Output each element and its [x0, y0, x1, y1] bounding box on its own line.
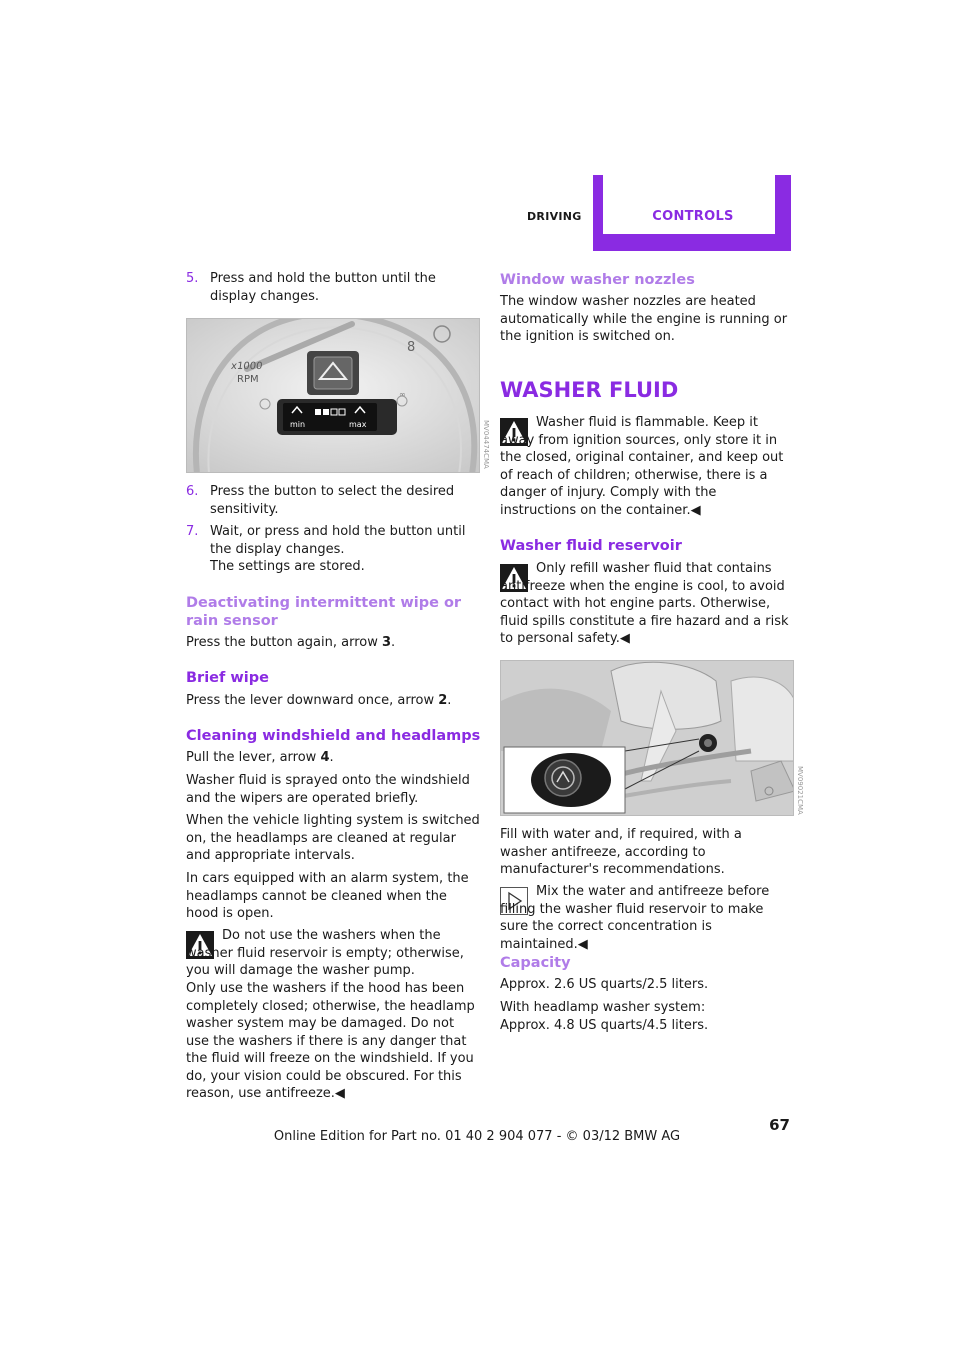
- arrow-number: 3: [381, 635, 392, 650]
- warning-flammable: Washer fluid is flammable. Keep it away from ignition sources, only store it in the closed, original container, and keep out of reach of children; otherwise, there is a danger of injury. Comply with the instructions on the container.◀: [500, 415, 784, 518]
- paragraph-capacity-1: Approx. 2.6 US quarts/2.5 liters.: [500, 977, 709, 992]
- warning-hood-closed: Only use the washers if the hood has been completely closed; otherwise, the headlamp washer system may be damaged. Do not use the washers if there is any danger that the fluid will freeze on the windshield. If you do, your vision could be obscured. For this reason, use antifreeze.◀: [186, 981, 475, 1101]
- rpm-label: RPM: [237, 374, 259, 385]
- reservoir-figure: [500, 660, 794, 816]
- figure-code: MV09021CMA: [796, 766, 804, 815]
- footer-edition: Online Edition for Part no. 01 40 2 904 077 - © 03/12 BMW AG: [273, 1129, 681, 1144]
- text: .: [329, 750, 334, 765]
- capacity-headlamp-label: With headlamp washer system:: [500, 1000, 706, 1015]
- section-title-washer-fluid: WASHER FLUID: [500, 378, 679, 402]
- text: .: [391, 635, 396, 650]
- paragraph-fill-instructions: Fill with water and, if required, with a washer antifreeze, according to manufacturer's recommendations.: [500, 827, 742, 877]
- step-text-result: The settings are stored.: [210, 559, 365, 574]
- step-text: [210, 523, 480, 576]
- figure-code: MV04474CMA: [482, 420, 490, 469]
- step-text: Press and hold the button until the display changes.: [210, 271, 436, 304]
- step-text: Press the button to select the desired sensitivity.: [210, 484, 455, 517]
- min-label: min: [290, 420, 306, 429]
- heading-reservoir: Washer fluid reservoir: [500, 538, 682, 554]
- header-section: DRIVING: [527, 210, 582, 223]
- paragraph-cleaning-4: In cars equipped with an alarm system, the headlamps cannot be cleaned when the hood is open.: [186, 871, 469, 921]
- heading-washer-nozzles: Window washer nozzles: [500, 272, 695, 288]
- text: Press the button again, arrow: [186, 635, 382, 650]
- paragraph-cleaning-2: Washer fluid is sprayed onto the windshield and the wipers are operated briefly.: [186, 773, 470, 806]
- step-number: 7.: [186, 524, 199, 539]
- text: .: [447, 693, 452, 708]
- heading-capacity: Capacity: [500, 955, 571, 971]
- text: Press the lever downward once, arrow: [186, 693, 439, 708]
- paragraph-brief-wipe: [186, 692, 480, 710]
- heading-brief-wipe: Brief wipe: [186, 670, 269, 686]
- paragraph-cleaning-3: When the vehicle lighting system is switched on, the headlamps are cleaned at regular and appropriate intervals.: [186, 813, 480, 863]
- svg-text:∞: ∞: [399, 390, 406, 399]
- paragraph-washer-nozzles: The window washer nozzles are heated automatically while the engine is running or the ignition is switched on.: [500, 294, 788, 344]
- step-6: [186, 483, 480, 517]
- paragraph-cleaning-1: [186, 749, 480, 767]
- warning-engine-cool: Only refill washer fluid that contains antifreeze when the engine is cool, to avoid contact with hot engine parts. Otherwise, fluid spills constitute a fire hazard and a risk to personal safety.◀: [500, 561, 789, 646]
- instrument-illustration: [187, 319, 480, 473]
- step-7: [186, 523, 480, 574]
- arrow-number: 4: [320, 750, 330, 765]
- header-tab-controls: CONTROLS: [652, 209, 734, 224]
- tip-mix-antifreeze: Mix the water and antifreeze before filling the washer fluid reservoir to make sure the correct concentration is maintained.◀: [500, 884, 770, 952]
- text: Pull the lever, arrow: [186, 750, 321, 765]
- step-text-main: Wait, or press and hold the button until the display changes.: [210, 524, 466, 557]
- heading-cleaning: Cleaning windshield and headlamps: [186, 728, 481, 744]
- paragraph-deactivating: [186, 634, 480, 652]
- header-tab-inner: [603, 175, 775, 234]
- page-number: 67: [769, 1116, 790, 1134]
- step-number: 5.: [186, 271, 199, 286]
- max-label: max: [349, 420, 367, 429]
- paragraph-capacity-2: [500, 999, 792, 1034]
- svg-text:8: 8: [407, 340, 416, 355]
- instrument-display-figure: [186, 318, 480, 473]
- step-5: [186, 270, 480, 304]
- rpm-label-multiplier: x1000: [230, 361, 264, 372]
- step-number: 6.: [186, 484, 199, 499]
- heading-deactivating: Deactivating intermittent wipe or rain sensor: [186, 595, 462, 629]
- arrow-number: 2: [438, 693, 448, 708]
- warning-washer-pump: Do not use the washers when the washer fluid reservoir is empty; otherwise, you will damage the washer pump.: [186, 928, 464, 978]
- capacity-headlamp-value: Approx. 4.8 US quarts/4.5 liters.: [500, 1017, 709, 1033]
- engine-bay-illustration: [501, 661, 794, 816]
